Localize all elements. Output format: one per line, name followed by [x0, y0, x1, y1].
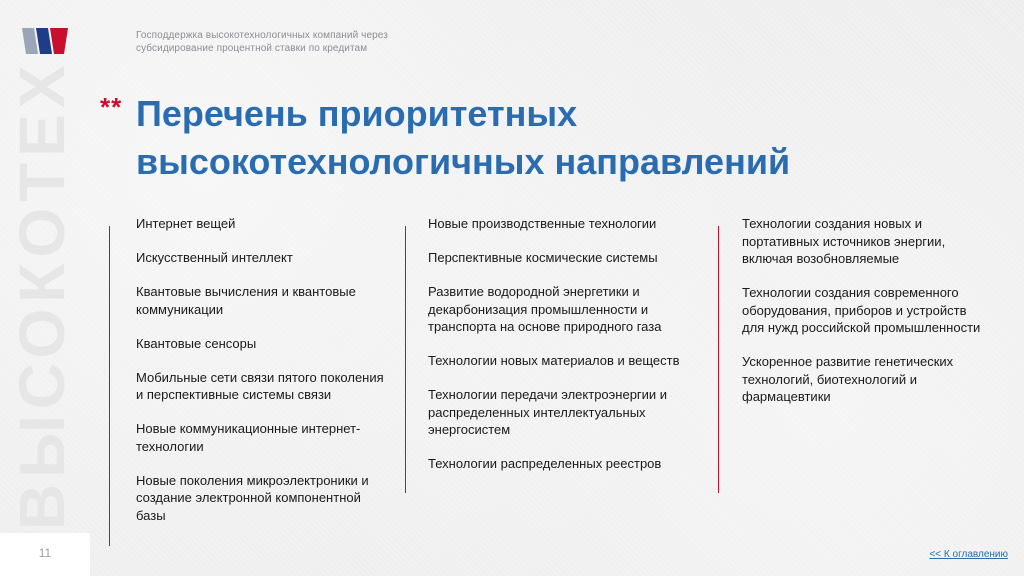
list-item: Квантовые сенсоры	[136, 335, 257, 351]
list-item: Перспективные космические системы	[428, 250, 658, 265]
vertical-watermark-word: ВЫСОКОТЕХ	[6, 59, 78, 530]
page-title: Перечень приоритетных высокотехнологичных направлений	[136, 93, 791, 182]
list-item: Квантовые вычисления и квантовые коммуникации	[136, 284, 356, 317]
column-divider	[405, 226, 406, 493]
list-item: Технологии новых материалов и веществ	[428, 353, 680, 368]
page-number-box	[0, 533, 90, 576]
list-item: Мобильные сети связи пятого поколения и перспективные системы связи	[136, 369, 384, 402]
list-item: Искусственный интеллект	[136, 250, 293, 265]
asterisk-marker: **	[100, 92, 123, 122]
page-number: 11	[38, 546, 52, 560]
list-item: Технологии создания современного оборудования, приборов и устройств для нужд российской промышленности	[742, 285, 981, 335]
direction-column-2	[428, 215, 703, 489]
column-divider	[109, 226, 110, 546]
list-item: Новые поколения микроэлектроники и создание электронной компонентной базы	[136, 472, 369, 523]
logo-icon	[22, 26, 70, 56]
list-item: Интернет вещей	[136, 216, 236, 231]
column-divider	[718, 226, 719, 493]
list-item: Ускоренное развитие генетических технологий, биотехнологий и фармацевтики	[742, 354, 954, 404]
list-item: Технологии передачи электроэнергии и распределенных интеллектуальных энергосистем	[428, 387, 668, 437]
table-of-contents-link[interactable]: << К оглавлению	[929, 549, 1008, 560]
list-item: Развитие водородной энергетики и декарбонизация промышленности и транспорта на основе природного газа	[428, 284, 662, 334]
header-subtitle: Господдержка высокотехнологичных компаний через субсидирование процентной ставки по кредитам	[136, 30, 388, 54]
list-item: Технологии создания новых и портативных источников энергии, включая возобновляемые	[742, 216, 946, 266]
list-item: Новые производственные технологии	[428, 216, 657, 231]
direction-column-1	[136, 215, 386, 541]
list-item: Новые коммуникационные интернет-технологии	[136, 421, 361, 454]
list-item: Технологии распределенных реестров	[428, 456, 662, 471]
direction-column-3	[742, 215, 982, 422]
